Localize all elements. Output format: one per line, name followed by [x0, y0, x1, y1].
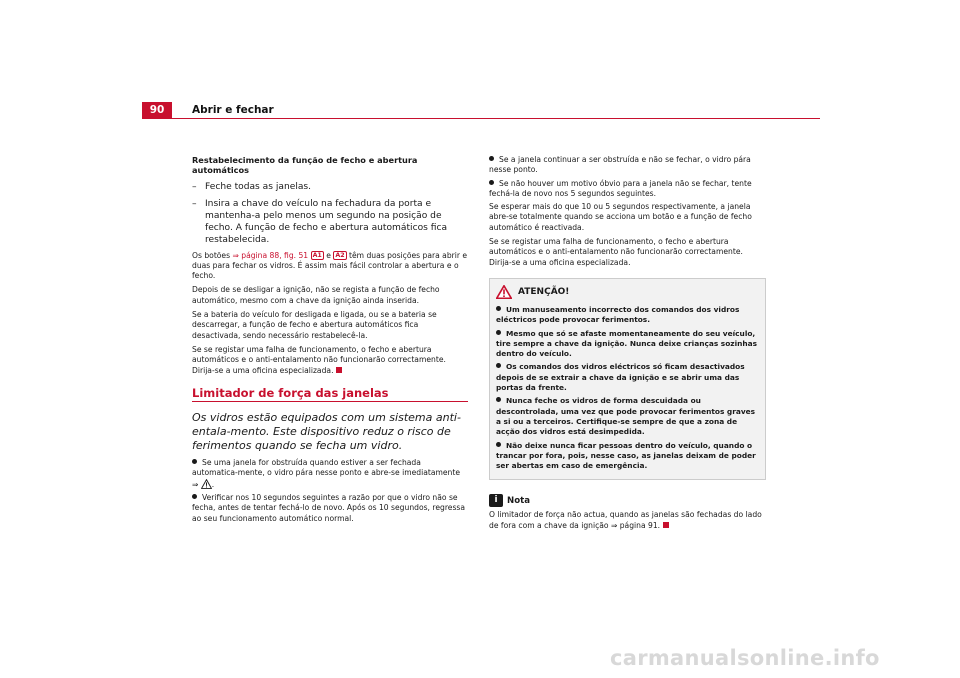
step-item: – Feche todas as janelas. — [192, 181, 312, 192]
text: e — [323, 250, 334, 260]
paragraph-buttons — [192, 251, 468, 282]
bullet-item — [192, 458, 468, 490]
note-text — [489, 510, 766, 531]
text: têm duas posições para abrir e duas para fechar os vidros. É assim mais fácil controlar a abertura e o fecho. — [192, 250, 468, 281]
paragraph-malfunction — [192, 345, 468, 376]
right-column — [489, 155, 766, 535]
note-title: Nota — [507, 495, 531, 506]
header-rule — [142, 118, 820, 119]
chapter-title: Abrir e fechar — [192, 104, 274, 116]
warning-text: Os comandos dos vidros eléctricos só ficam desactivados depois de se extrair a chave da ignição e se abrir uma das portas da frente. — [496, 362, 745, 393]
warning-box — [489, 278, 766, 480]
bullet-text: Se a janela continuar a ser obstruída e não se fechar, o vidro pára nesse ponto. — [489, 155, 751, 175]
bullet-item — [489, 179, 766, 200]
step-text: Feche todas as janelas. — [205, 181, 312, 192]
warning-text: Mesmo que só se afaste momentaneamente do seu veículo, tire sempre a chave da ignição. Nunca deixe crianças sozinhas dentro do veículo. — [496, 328, 758, 359]
bullet-text: Se uma janela for obstruída quando estiver a ser fechada automatica-mente, o vidro pára nesse ponto e abre-se imediatamente ⇒ — [192, 458, 461, 489]
paragraph-ignition: Depois de se desligar a ignição, não se regista a função de fecho automático, mesmo com a chave da ignição ainda inserida. — [192, 285, 440, 305]
section-lead: Os vidros estão equipados com um sistema anti-entala-mento. Este dispositivo reduz o risco de ferimentos quando se fecha um vidro. — [192, 411, 461, 453]
bullet-icon — [496, 442, 501, 447]
warning-header — [496, 285, 759, 299]
text: Os botões — [192, 250, 233, 260]
bullet-text: Se não houver um motivo óbvio para a janela não se fechar, tente fechá-la de novo nos 5 segundos seguintes. — [489, 178, 752, 198]
bullet-text: Verificar nos 10 segundos seguintes a razão por que o vidro não se fecha, antes de tentar fechá-lo de novo. Após os 10 segundos, regressa ao seu funcionamento automático normal. — [192, 493, 466, 523]
warning-text: Não deixe nunca ficar pessoas dentro do veículo, quando o trancar por fora, pois, nesse caso, as janelas deixam de poder ser abertas em caso de emergência. — [496, 440, 756, 471]
end-marker-icon — [336, 367, 342, 373]
step-text: Insira a chave do veículo na fechadura da porta e mantenha-a pelo menos um segundo na posição de fecho. A função de fecho e abertura automáticos fica restabelecida. — [205, 198, 448, 245]
note-header — [489, 494, 766, 507]
badge-a2: A2 — [335, 251, 345, 259]
warning-item — [496, 362, 759, 393]
paragraph-malfunction: Se se registar uma falha de funcionamento, o fecho e abertura automáticos e o anti-entalamento não funcionarão correctamente. Dirija-se a uma oficina especializada. — [489, 237, 743, 267]
bullet-icon — [192, 494, 197, 499]
step-item: – Insira a chave do veículo na fechadura da porta e mantenha-a pelo menos um segundo na posição de fecho. A função de fecho e abertura automáticos fica restabelecida. — [192, 198, 448, 245]
bullet-icon — [496, 397, 501, 402]
warning-item — [496, 329, 759, 360]
warning-item — [496, 396, 759, 437]
end-marker-icon — [663, 522, 669, 528]
text: O limitador de força não actua, quando as janelas são fechadas do lado de fora com a chave da ignição ⇒ página 91. — [489, 510, 762, 530]
subheading: Restabelecimento da função de fecho e abertura automáticos — [192, 155, 418, 176]
paragraph-reactivation: Se esperar mais do que 10 ou 5 segundos respectivamente, a janela abre-se totalmente quando se acciona um botão e a função de fecho automático é reactivada. — [489, 202, 752, 232]
bullet-icon — [496, 363, 501, 368]
page-number: 90 — [142, 102, 172, 119]
bullet-icon — [496, 306, 501, 311]
badge-a1: A1 — [312, 251, 322, 259]
left-column — [192, 155, 468, 527]
warning-text: Um manuseamento incorrecto dos comandos dos vidros eléctricos pode provocar ferimentos. — [496, 304, 740, 325]
note-info-icon: i — [489, 494, 503, 507]
bullet-icon — [496, 330, 501, 335]
section-title: Limitador de força das janelas — [192, 388, 468, 402]
bullet-item — [192, 493, 468, 524]
bullet-icon — [489, 156, 494, 161]
watermark: carmanualsonline.info — [610, 646, 880, 670]
text: . — [211, 479, 215, 489]
page-reference-link[interactable]: ⇒ página 88, fig. 51 — [232, 250, 309, 260]
text: Se se registar uma falha de funcionamento, o fecho e abertura automáticos e o anti-entalamento não funcionarão correctamente. Dirija-se a uma oficina especializada. — [192, 344, 446, 375]
warning-title: ATENÇÃO! — [518, 286, 570, 297]
warning-triangle-icon — [496, 285, 512, 299]
warning-item — [496, 305, 759, 326]
bullet-item — [489, 155, 766, 176]
paragraph-battery: Se a bateria do veículo for desligada e ligada, ou se a bateria se descarregar, a função de fecho e abertura automáticos fica desactivada, sendo necessário restabelecê-la. — [192, 310, 437, 340]
bullet-icon — [192, 459, 197, 464]
warning-item — [496, 441, 759, 472]
warning-triangle-icon — [201, 479, 215, 489]
bullet-icon — [489, 180, 494, 185]
warning-text: Nunca feche os vidros de forma descuidada ou descontrolada, uma vez que pode provocar ferimentos graves a si ou a terceiros. Certifique-se sempre de que a zona de acção dos vidros está desimpedida. — [496, 396, 756, 437]
